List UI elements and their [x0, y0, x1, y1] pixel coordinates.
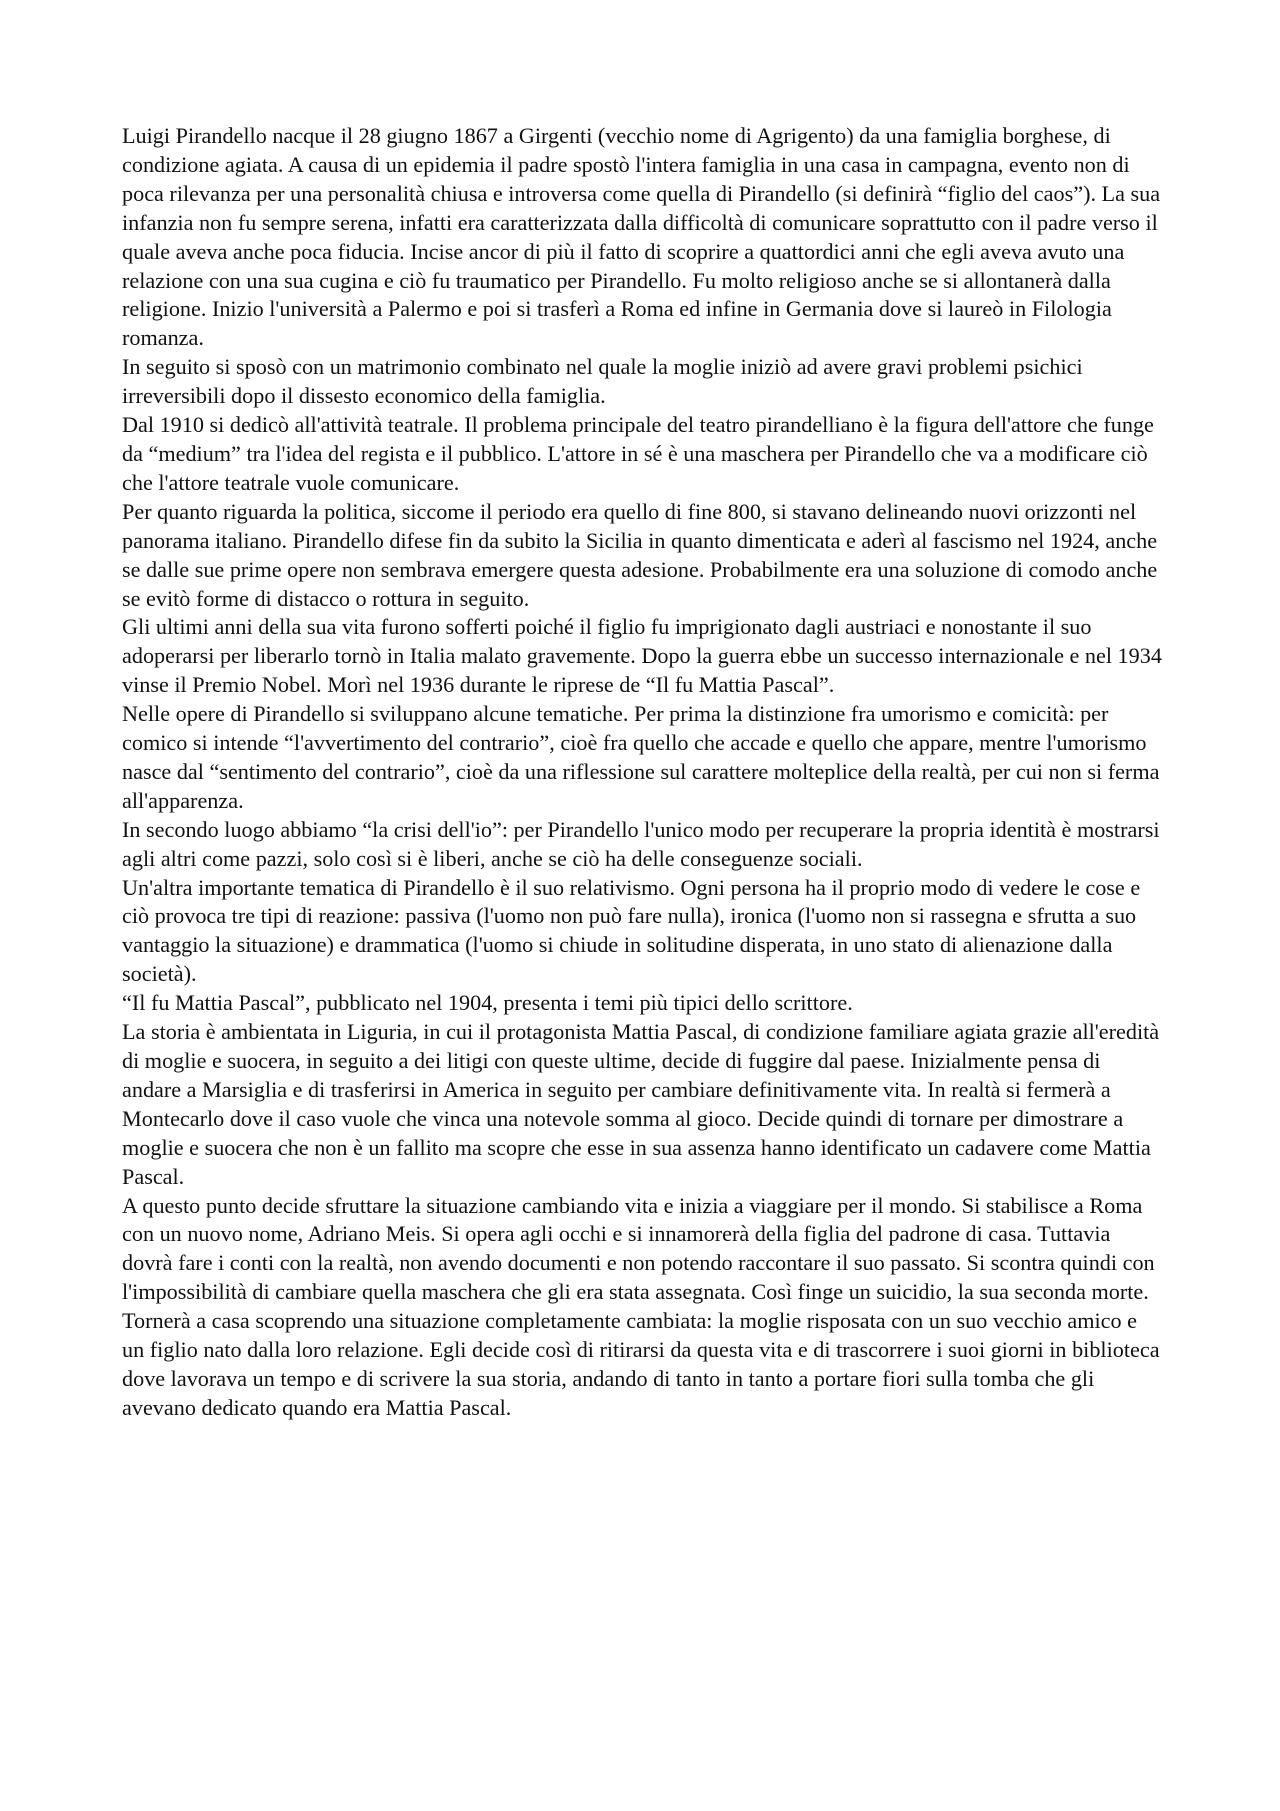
paragraph-7: In secondo luogo abbiamo “la crisi dell'io”: per Pirandello l'unico modo per recuperare la propria identità è mostrarsi agli altri come pazzi, solo così si è liberi, anche se ciò ha delle conseguenze sociali. — [122, 816, 1160, 871]
paragraph-3: Dal 1910 si dedicò all'attività teatrale. Il problema principale del teatro pirandelliano è la figura dell'attore che funge da “medium” tra l'idea del regista e il pubblico. L'attore in sé è una maschera per Pirandello che va a modificare ciò che l'attore teatrale vuole comunicare. — [122, 412, 1154, 495]
paragraph-1: Luigi Pirandello nacque il 28 giugno 1867 a Girgenti (vecchio nome di Agrigento) da una famiglia borghese, di condizione agiata. A causa di un epidemia il padre spostò l'intera famiglia in una casa in campagna, evento non di poca rilevanza per una personalità chiusa e introversa come quella di Pirandello (si definirà “figlio del caos”). La sua infanzia non fu sempre serena, infatti era caratterizzata dalla difficoltà di comunicare soprattutto con il padre verso il quale aveva anche poca fiducia. Incise ancor di più il fatto di scoprire a quattordici anni che egli aveva avuto una relazione con una sua cugina e ciò fu traumatico per Pirandello. Fu molto religioso anche se si allontanerà dalla religione. Inizio l'università a Palermo e poi si trasferì a Roma ed infine in Germania dove si laureò in Filologia romanza. — [122, 123, 1161, 351]
paragraph-5: Gli ultimi anni della sua vita furono sofferti poiché il figlio fu imprigionato dagli austriaci e nonostante il suo adoperarsi per liberarlo tornò in Italia malato gravemente. Dopo la guerra ebbe un successo internazionale e nel 1934 vinse il Premio Nobel. Morì nel 1936 durante le riprese de “Il fu Mattia Pascal”. — [122, 614, 1162, 698]
paragraph-10: La storia è ambientata in Liguria, in cui il protagonista Mattia Pascal, di condizione familiare agiata grazie all'eredità di moglie e suocera, in seguito a dei litigi con queste ultime, decide di fuggire dal paese. Inizialmente pensa di andare a Marsiglia e di trasferirsi in America in seguito per cambiare definitivamente vita. In realtà si fermerà a Montecarlo dove il caso vuole che vinca una notevole somma al gioco. Decide quindi di tornare per dimostrare a moglie e suocera che non è un fallito ma scopre che esse in sua assenza hanno identificato un cadavere come Mattia Pascal. — [122, 1019, 1160, 1189]
document-body — [122, 122, 1162, 1423]
paragraph-4: Per quanto riguarda la politica, siccome il periodo era quello di fine 800, si stavano delineando nuovi orizzonti nel panorama italiano. Pirandello difese fin da subito la Sicilia in quanto dimenticata e aderì al fascismo nel 1924, anche se dalle sue prime opere non sembrava emergere questa adesione. Probabilmente era una soluzione di comodo anche se evitò forme di distacco o rottura in seguito. — [122, 498, 1158, 611]
paragraph-6: Nelle opere di Pirandello si sviluppano alcune tematiche. Per prima la distinzione fra umorismo e comicità: per comico si intende “l'avvertimento del contrario”, cioè fra quello che accade e quello che appare, mentre l'umorismo nasce dal “sentimento del contrario”, cioè da una riflessione sul carattere molteplice della realtà, per cui non si ferma all'apparenza. — [122, 701, 1160, 813]
paragraph-11: A questo punto decide sfruttare la situazione cambiando vita e inizia a viaggiare per il mondo. Si stabilisce a Roma con un nuovo nome, Adriano Meis. Si opera agli occhi e si innamorerà della figlia del padrone di casa. Tuttavia dovrà fare i conti con la realtà, non avendo documenti e non potendo raccontare il suo passato. Si scontra quindi con l'impossibilità di cambiare quella maschera che gli era stata assegnata. Così finge un suicidio, la sua seconda morte. Tornerà a casa scoprendo una situazione completamente cambiata: la moglie risposata con un suo vecchio amico e un figlio nato dalla loro relazione. Egli decide così di ritirarsi da questa vita e di trascorrere i suoi giorni in biblioteca dove lavorava un tempo e di scrivere la sua storia, andando di tanto in tanto a portare fiori sulla tomba che gli avevano dedicato quando era Mattia Pascal. — [122, 1192, 1160, 1420]
paragraph-2: In seguito si sposò con un matrimonio combinato nel quale la moglie iniziò ad avere gravi problemi psichici irreversibili dopo il dissesto economico della famiglia. — [122, 354, 1083, 409]
paragraph-8: Un'altra importante tematica di Pirandello è il suo relativismo. Ogni persona ha il proprio modo di vedere le cose e ciò provoca tre tipi di reazione: passiva (l'uomo non può fare nulla), ironica (l'uomo non si rassegna e sfrutta a suo vantaggio la situazione) e drammatica (l'uomo si chiude in solitudine disperata, in uno stato di alienazione dalla società). — [122, 874, 1141, 987]
paragraph-9: “Il fu Mattia Pascal”, pubblicato nel 1904, presenta i temi più tipici dello scrittore. — [122, 990, 853, 1016]
